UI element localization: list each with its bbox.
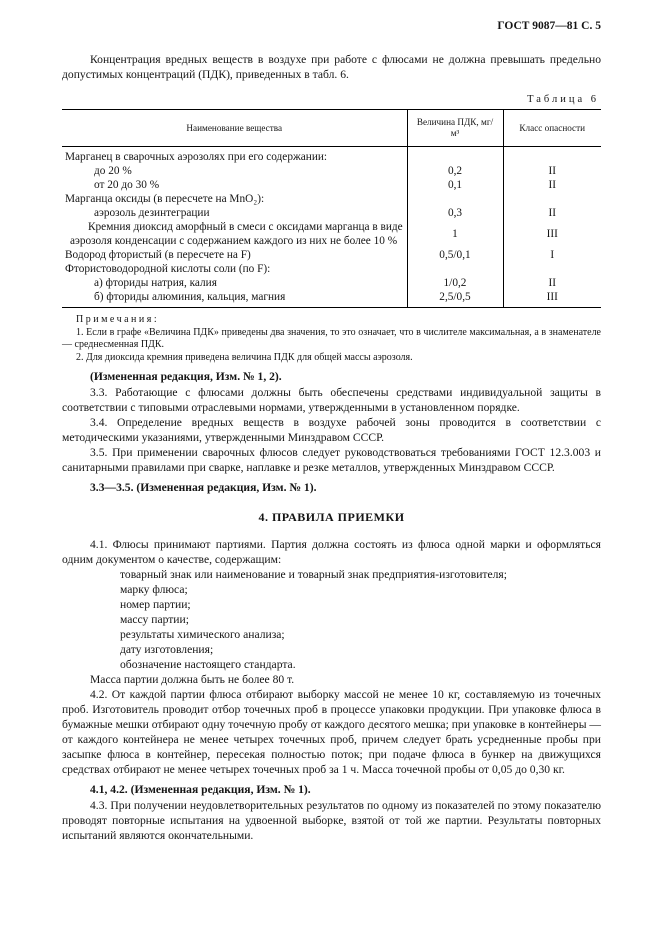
table-body bbox=[62, 147, 601, 308]
table-row bbox=[62, 248, 601, 262]
pdk-table bbox=[62, 109, 601, 308]
substance-name-cell: Марганец в сварочных аэрозолях при его содержании: bbox=[65, 151, 328, 163]
list-item: обозначение настоящего стандарта. bbox=[120, 658, 296, 671]
pdk-value-cell: 1 bbox=[407, 220, 503, 248]
pdk-value-cell: 1/0,2 bbox=[407, 276, 503, 290]
list-item: товарный знак или наименование и товарный знак предприятия-изготовителя; bbox=[120, 568, 507, 581]
substance-name-cell: а) фториды натрия, калия bbox=[94, 277, 217, 289]
intro-paragraph: Концентрация вредных веществ в воздухе при работе с флюсами не должна превышать предельно допустимых концентраций (ПДК), приведенных в табл. 6. bbox=[62, 53, 601, 81]
notes-block bbox=[62, 314, 601, 364]
danger-class-cell: III bbox=[503, 220, 601, 248]
list-item: дату изготовления; bbox=[120, 643, 214, 656]
pdk-value-cell: 2,5/0,5 bbox=[407, 290, 503, 308]
table-row bbox=[62, 164, 601, 178]
danger-class-cell bbox=[503, 147, 601, 165]
danger-class-cell: II bbox=[503, 164, 601, 178]
pdk-value-cell: 0,2 bbox=[407, 164, 503, 178]
list-item: номер партии; bbox=[120, 598, 191, 611]
clause-4-1-mass: Масса партии должна быть не более 80 т. bbox=[90, 673, 295, 686]
note-item: 2. Для диоксида кремния приведена величина ПДК для общей массы аэрозоля. bbox=[76, 351, 413, 363]
clause-4-1: 4.1. Флюсы принимают партиями. Партия должна состоять из флюса одной марки и оформляться одним документом о качестве, содержащим: bbox=[62, 538, 601, 566]
danger-class-cell: I bbox=[503, 248, 601, 262]
substance-name-cell: Кремния диоксид аморфный в смеси с оксидами марганца в виде аэрозоля конденсации с содержанием каждого из них не более 10 % bbox=[70, 221, 403, 247]
pdk-value-cell bbox=[407, 192, 503, 206]
notes-title: Примечания: bbox=[76, 314, 160, 325]
table-row bbox=[62, 276, 601, 290]
danger-class-cell bbox=[503, 192, 601, 206]
substance-name-cell: б) фториды алюминия, кальция, магния bbox=[94, 291, 286, 303]
substance-name-cell: Водород фтористый (в пересчете на F) bbox=[65, 249, 251, 261]
substance-name-cell: до 20 % bbox=[94, 165, 132, 177]
header-substance-name: Наименование вещества bbox=[62, 110, 407, 147]
danger-class-cell bbox=[503, 262, 601, 276]
table-caption: Таблица 6 bbox=[527, 94, 599, 105]
danger-class-cell: II bbox=[503, 178, 601, 192]
table-row bbox=[62, 220, 601, 248]
table-row bbox=[62, 206, 601, 220]
danger-class-cell: II bbox=[503, 276, 601, 290]
pdk-value-cell: 0,5/0,1 bbox=[407, 248, 503, 262]
substance-name-cell: аэрозоль дезинтеграции bbox=[94, 207, 210, 219]
pdk-value-cell: 0,3 bbox=[407, 206, 503, 220]
danger-class-cell: II bbox=[503, 206, 601, 220]
substance-name-cell: от 20 до 30 % bbox=[94, 179, 160, 191]
clause-3-3: 3.3. Работающие с флюсами должны быть обеспечены средствами индивидуальной защиты в соответствии с типовыми отраслевыми нормами, утвержденными в установленном порядке. bbox=[62, 386, 601, 414]
substance-name-cell: Фтористоводородной кислоты соли (по F): bbox=[65, 263, 271, 275]
table-row bbox=[62, 290, 601, 308]
table-row bbox=[62, 147, 601, 165]
clause-4-2: 4.2. От каждой партии флюса отбирают выборку массой не менее 10 кг, составляемую из точечных проб. Изготовитель проводит отбор точечных проб в процессе упаковки продукции. При упаковке флюса в бумажные мешки отбирают одну точечную пробу от каждого десятого мешка; при упаковке в контейнеры — от каждого контейнера не менее четырех точечных проб, причем следует брать усредненные пробы при засыпке флюса в контейнер, пересекая полностью поток; при подаче флюса в бункер на движущихся средствах отбирают не менее четырех точечных проб за 1 ч. Масса точечной пробы от 0,05 до 0,30 кг. bbox=[62, 688, 601, 776]
pdk-value-cell: 0,1 bbox=[407, 178, 503, 192]
list-item: массу партии; bbox=[120, 613, 189, 626]
doc-reference: ГОСТ 9087—81 С. 5 bbox=[497, 20, 601, 32]
header-pdk-value: Величина ПДК, мг/м³ bbox=[407, 110, 503, 147]
amendment-note-3-3-3-5: 3.3—3.5. (Измененная редакция, Изм. № 1). bbox=[90, 481, 317, 494]
clause-3-5: 3.5. При применении сварочных флюсов следует руководствоваться требованиями ГОСТ 12.3.003 и санитарными правилами при сварке, наплавке и резке металлов, утвержденных Минздравом СССР. bbox=[62, 446, 601, 474]
danger-class-cell: III bbox=[503, 290, 601, 308]
section-4-heading: 4. ПРАВИЛА ПРИЕМКИ bbox=[258, 510, 405, 524]
pdk-value-cell bbox=[407, 262, 503, 276]
amendment-note-1-2: (Измененная редакция, Изм. № 1, 2). bbox=[90, 370, 282, 383]
table-row bbox=[62, 262, 601, 276]
substance-name-cell: Марганца оксиды (в пересчете на MnO₂): bbox=[65, 193, 265, 205]
amendment-note-4-1-4-2: 4.1, 4.2. (Измененная редакция, Изм. № 1). bbox=[90, 783, 311, 796]
quality-document-list bbox=[120, 567, 601, 672]
list-item: марку флюса; bbox=[120, 583, 188, 596]
table-row bbox=[62, 192, 601, 206]
list-item: результаты химического анализа; bbox=[120, 628, 285, 641]
pdk-value-cell bbox=[407, 147, 503, 165]
note-item: 1. Если в графе «Величина ПДК» приведены два значения, то это означает, что в числителе максимальная, а в знаменателе — среднесменная ПДК. bbox=[62, 326, 601, 350]
table-header-row bbox=[62, 110, 601, 147]
clause-3-4: 3.4. Определение вредных веществ в воздухе рабочей зоны проводится в соответствии с методическими указаниями, утвержденными Минздравом СССР. bbox=[62, 416, 601, 444]
header-danger-class: Класс опасности bbox=[503, 110, 601, 147]
clause-4-3: 4.3. При получении неудовлетворительных результатов по одному из показателей по этому показателю проводят повторные испытания на удвоенной выборке, взятой от той же партии. Результаты повторных испытаний являются окончательными. bbox=[62, 799, 601, 842]
table-row bbox=[62, 178, 601, 192]
